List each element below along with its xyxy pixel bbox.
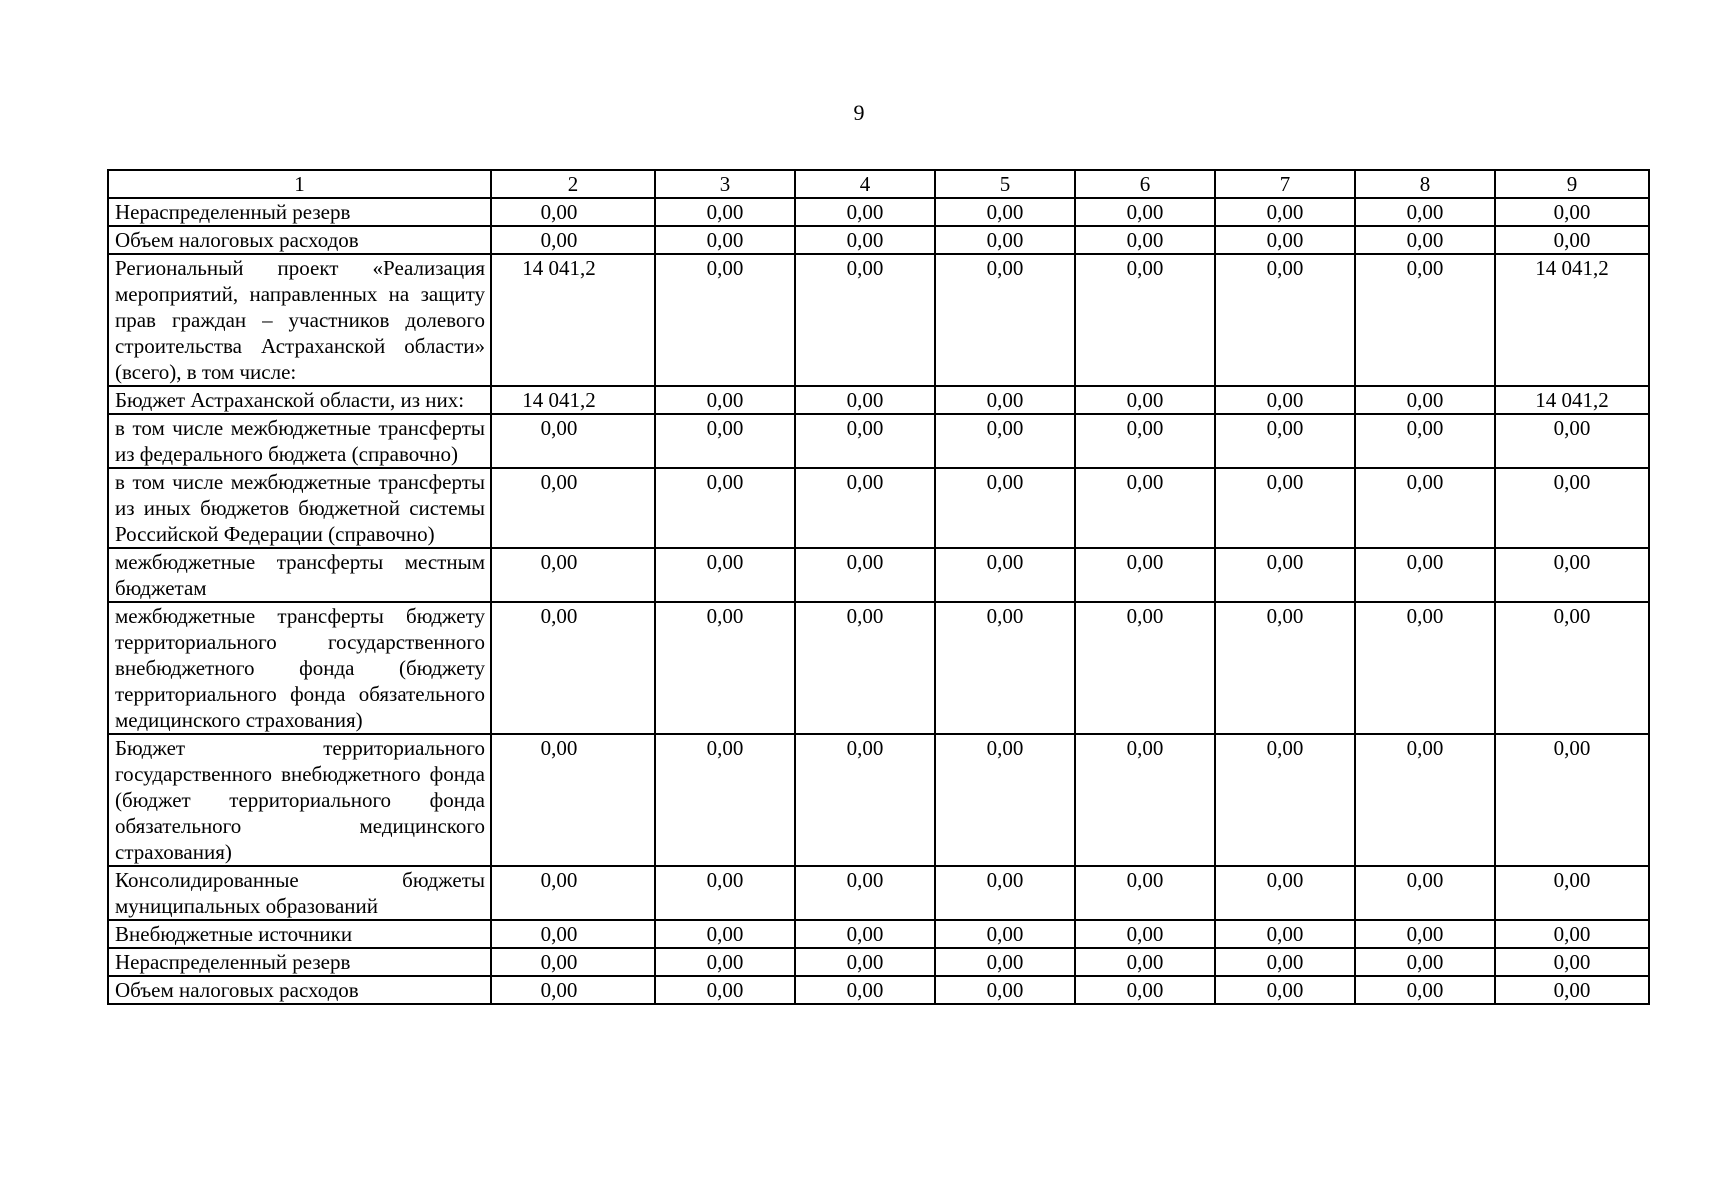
- table-row: [108, 866, 1649, 920]
- cell-value: 0,00: [935, 734, 1075, 866]
- column-header: 1: [108, 170, 491, 198]
- cell-value: 0,00: [935, 920, 1075, 948]
- cell-value: 0,00: [935, 548, 1075, 602]
- cell-value: 0,00: [795, 548, 935, 602]
- cell-value: 0,00: [1215, 548, 1355, 602]
- cell-value: 0,00: [1495, 866, 1649, 920]
- cell-value: 0,00: [1075, 948, 1215, 976]
- cell-value: 0,00: [1495, 414, 1649, 468]
- cell-value: 0,00: [1495, 468, 1649, 548]
- cell-value: 0,00: [1075, 548, 1215, 602]
- cell-value: 0,00: [1355, 198, 1495, 226]
- cell-value: 0,00: [795, 976, 935, 1004]
- cell-value: 0,00: [935, 198, 1075, 226]
- cell-value: 0,00: [935, 414, 1075, 468]
- cell-value: 0,00: [1355, 254, 1495, 386]
- column-header: 2: [491, 170, 655, 198]
- cell-value: 0,00: [1495, 548, 1649, 602]
- column-header: 3: [655, 170, 795, 198]
- cell-value: 0,00: [655, 734, 795, 866]
- cell-value: 0,00: [1215, 226, 1355, 254]
- cell-value: 0,00: [795, 602, 935, 734]
- table-row: [108, 468, 1649, 548]
- table-row: [108, 414, 1649, 468]
- table-row: [108, 976, 1649, 1004]
- table-row: [108, 948, 1649, 976]
- cell-value: 0,00: [1215, 254, 1355, 386]
- cell-value: 0,00: [935, 948, 1075, 976]
- cell-value: 0,00: [1075, 866, 1215, 920]
- cell-value: 0,00: [655, 948, 795, 976]
- cell-value: 0,00: [1215, 414, 1355, 468]
- column-header: 4: [795, 170, 935, 198]
- cell-value: 0,00: [655, 226, 795, 254]
- cell-value: 0,00: [1075, 198, 1215, 226]
- cell-value: 0,00: [655, 920, 795, 948]
- row-label: в том числе межбюджетные трансферты из иных бюджетов бюджетной системы Российской Федерации (справочно): [108, 468, 491, 548]
- cell-value: 0,00: [795, 254, 935, 386]
- cell-value: 0,00: [1075, 226, 1215, 254]
- cell-value: 0,00: [1075, 920, 1215, 948]
- row-label: Нераспределенный резерв: [108, 198, 491, 226]
- table-row: [108, 386, 1649, 414]
- cell-value: 0,00: [1075, 602, 1215, 734]
- cell-value: 0,00: [655, 198, 795, 226]
- cell-value: 0,00: [491, 226, 655, 254]
- cell-value: 0,00: [491, 866, 655, 920]
- cell-value: 0,00: [795, 920, 935, 948]
- cell-value: 0,00: [795, 734, 935, 866]
- table-row: [108, 254, 1649, 386]
- cell-value: 0,00: [1075, 414, 1215, 468]
- table-row: [108, 734, 1649, 866]
- cell-value: 0,00: [935, 866, 1075, 920]
- cell-value: 0,00: [1355, 468, 1495, 548]
- cell-value: 0,00: [1355, 414, 1495, 468]
- cell-value: 0,00: [655, 468, 795, 548]
- cell-value: 0,00: [1215, 386, 1355, 414]
- budget-table: [107, 169, 1650, 1005]
- cell-value: 0,00: [1355, 948, 1495, 976]
- table-row: [108, 198, 1649, 226]
- cell-value: 0,00: [1495, 602, 1649, 734]
- table-row: [108, 920, 1649, 948]
- table-row: [108, 602, 1649, 734]
- cell-value: 0,00: [1215, 920, 1355, 948]
- row-label: Консолидированные бюджеты муниципальных образований: [108, 866, 491, 920]
- cell-value: 0,00: [1355, 548, 1495, 602]
- cell-value: 0,00: [1075, 386, 1215, 414]
- cell-value: 0,00: [655, 866, 795, 920]
- cell-value: 0,00: [491, 602, 655, 734]
- cell-value: 0,00: [655, 414, 795, 468]
- row-label: Объем налоговых расходов: [108, 226, 491, 254]
- cell-value: 0,00: [491, 948, 655, 976]
- cell-value: 0,00: [1355, 866, 1495, 920]
- cell-value: 0,00: [1075, 468, 1215, 548]
- table-row: [108, 226, 1649, 254]
- cell-value: 0,00: [1075, 734, 1215, 866]
- cell-value: 0,00: [795, 468, 935, 548]
- cell-value: 0,00: [935, 976, 1075, 1004]
- cell-value: 0,00: [1495, 976, 1649, 1004]
- row-label: Бюджет территориального государственного внебюджетного фонда (бюджет территориального фонда обязательного медицинского страхования): [108, 734, 491, 866]
- row-label: Региональный проект «Реализация мероприятий, направленных на защиту прав граждан – участников долевого строительства Астраханской области» (всего), в том числе:: [108, 254, 491, 386]
- cell-value: 14 041,2: [491, 386, 655, 414]
- row-label: Нераспределенный резерв: [108, 948, 491, 976]
- cell-value: 0,00: [1215, 734, 1355, 866]
- cell-value: 0,00: [491, 734, 655, 866]
- cell-value: 0,00: [491, 548, 655, 602]
- cell-value: 0,00: [491, 976, 655, 1004]
- cell-value: 14 041,2: [1495, 386, 1649, 414]
- cell-value: 0,00: [1495, 948, 1649, 976]
- cell-value: 0,00: [935, 254, 1075, 386]
- cell-value: 0,00: [655, 254, 795, 386]
- cell-value: 0,00: [935, 386, 1075, 414]
- cell-value: 0,00: [491, 198, 655, 226]
- cell-value: 0,00: [795, 386, 935, 414]
- cell-value: 0,00: [1355, 734, 1495, 866]
- cell-value: 0,00: [1215, 866, 1355, 920]
- column-header: 9: [1495, 170, 1649, 198]
- cell-value: 0,00: [1495, 226, 1649, 254]
- row-label: межбюджетные трансферты бюджету территориального государственного внебюджетного фонда (бюджету территориального фонда обязательного медицинского страхования): [108, 602, 491, 734]
- cell-value: 0,00: [935, 468, 1075, 548]
- cell-value: 0,00: [1075, 254, 1215, 386]
- cell-value: 0,00: [1495, 734, 1649, 866]
- row-label: Внебюджетные источники: [108, 920, 491, 948]
- cell-value: 0,00: [795, 948, 935, 976]
- cell-value: 14 041,2: [1495, 254, 1649, 386]
- cell-value: 0,00: [1215, 198, 1355, 226]
- row-label: межбюджетные трансферты местным бюджетам: [108, 548, 491, 602]
- row-label: Объем налоговых расходов: [108, 976, 491, 1004]
- cell-value: 0,00: [935, 602, 1075, 734]
- cell-value: 0,00: [1355, 602, 1495, 734]
- page-number: 9: [853, 100, 865, 125]
- cell-value: 0,00: [1215, 976, 1355, 1004]
- cell-value: 0,00: [1495, 920, 1649, 948]
- cell-value: 14 041,2: [491, 254, 655, 386]
- cell-value: 0,00: [795, 198, 935, 226]
- cell-value: 0,00: [655, 386, 795, 414]
- cell-value: 0,00: [935, 226, 1075, 254]
- cell-value: 0,00: [795, 866, 935, 920]
- cell-value: 0,00: [1495, 198, 1649, 226]
- column-header: 6: [1075, 170, 1215, 198]
- cell-value: 0,00: [491, 414, 655, 468]
- table-row: [108, 548, 1649, 602]
- cell-value: 0,00: [655, 976, 795, 1004]
- cell-value: 0,00: [1215, 468, 1355, 548]
- cell-value: 0,00: [1355, 920, 1495, 948]
- cell-value: 0,00: [1355, 226, 1495, 254]
- cell-value: 0,00: [1355, 976, 1495, 1004]
- column-header: 8: [1355, 170, 1495, 198]
- cell-value: 0,00: [1075, 976, 1215, 1004]
- cell-value: 0,00: [1355, 386, 1495, 414]
- cell-value: 0,00: [795, 226, 935, 254]
- column-header: 5: [935, 170, 1075, 198]
- cell-value: 0,00: [1215, 602, 1355, 734]
- row-label: Бюджет Астраханской области, из них:: [108, 386, 491, 414]
- cell-value: 0,00: [795, 414, 935, 468]
- table-header-row: [108, 170, 1649, 198]
- cell-value: 0,00: [491, 468, 655, 548]
- row-label: в том числе межбюджетные трансферты из федерального бюджета (справочно): [108, 414, 491, 468]
- cell-value: 0,00: [655, 602, 795, 734]
- cell-value: 0,00: [1215, 948, 1355, 976]
- column-header: 7: [1215, 170, 1355, 198]
- cell-value: 0,00: [491, 920, 655, 948]
- cell-value: 0,00: [655, 548, 795, 602]
